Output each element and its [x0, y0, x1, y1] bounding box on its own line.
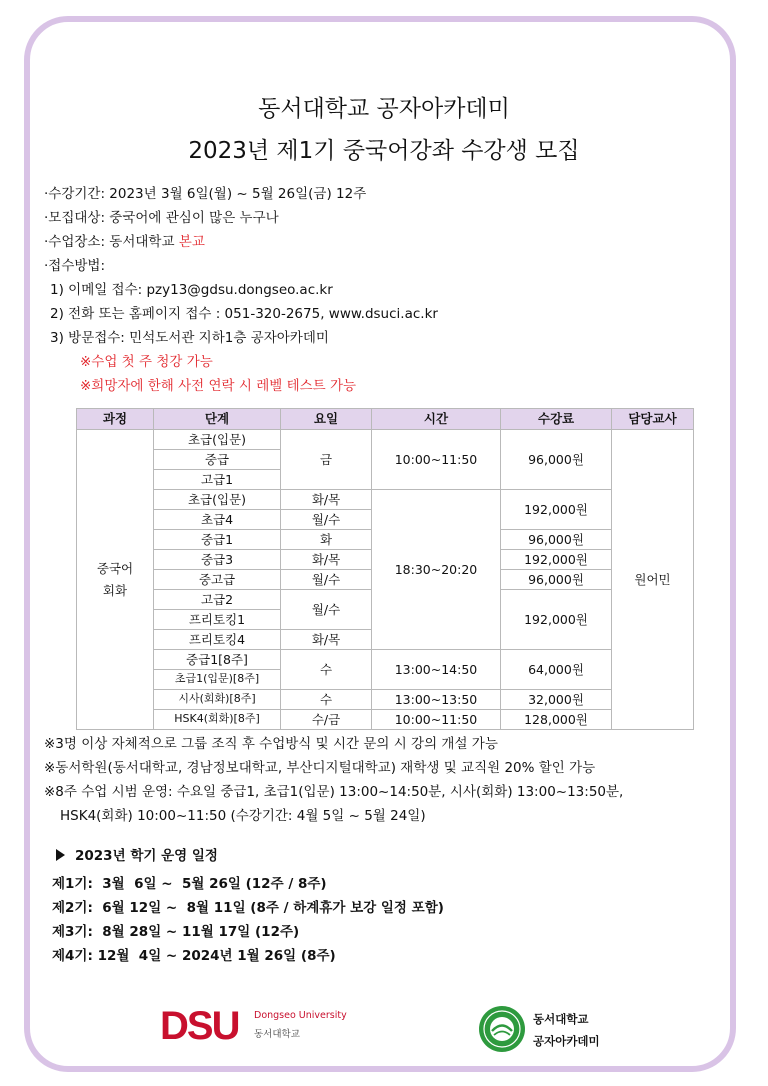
course-info	[44, 182, 724, 398]
fee-cell: 96,000원	[501, 570, 612, 590]
fee-cell: 192,000원	[501, 550, 612, 570]
level-cell: HSK4(회화)[8주]	[154, 710, 281, 730]
info-method: ·접수방법:	[44, 258, 106, 274]
day-cell: 월/수	[281, 510, 372, 530]
info-method-visit: 3) 방문접수: 민석도서관 지하1층 공자아카데미	[50, 330, 329, 346]
level-cell: 고급2	[154, 590, 281, 610]
fee-cell: 64,000원	[501, 650, 612, 690]
fee-cell: 192,000원	[501, 590, 612, 650]
level-cell: 초급4	[154, 510, 281, 530]
fee-cell: 32,000원	[501, 690, 612, 710]
term-4: 제4기: 12월 4일 ~ 2024년 1월 26일 (8주)	[52, 948, 336, 964]
day-cell: 화/목	[281, 630, 372, 650]
page-title-line1: 동서대학교 공자아카데미	[258, 96, 510, 122]
header-teacher: 담당교사	[612, 409, 694, 430]
header-level: 단계	[154, 409, 281, 430]
term-2: 제2기: 6월 12일 ~ 8월 11일 (8주 / 하계휴가 보강 일정 포함)	[52, 900, 444, 916]
header-course: 과정	[77, 409, 154, 430]
course-schedule-table	[76, 408, 694, 730]
page-title-line2: 2023년 제1기 중국어강좌 수강생 모집	[188, 138, 580, 164]
note-8week-trial-cont: HSK4(회화) 10:00~11:50 (수강기간: 4월 5일 ~ 5월 24일)	[60, 808, 426, 824]
day-cell: 수/금	[281, 710, 372, 730]
day-cell: 화/목	[281, 490, 372, 510]
level-cell: 중급	[154, 450, 281, 470]
day-cell: 월/수	[281, 590, 372, 630]
level-cell: 초급1(입문)[8주]	[154, 670, 281, 690]
fee-cell: 96,000원	[501, 530, 612, 550]
info-method-email: 1) 이메일 접수: pzy13@gdsu.dongseo.ac.kr	[50, 282, 333, 298]
fee-cell: 96,000원	[501, 430, 612, 490]
note-discount: ※동서학원(동서대학교, 경남정보대학교, 부산디지털대학교) 재학생 및 교직원 20% 할인 가능	[44, 760, 596, 776]
confucius-institute-logo	[477, 1004, 600, 1054]
level-cell: 중급3	[154, 550, 281, 570]
table-header-row	[77, 409, 694, 430]
table-row	[77, 490, 694, 510]
time-cell: 13:00~14:50	[372, 650, 501, 690]
day-cell: 수	[281, 690, 372, 710]
term-3: 제3기: 8월 28일 ~ 11월 17일 (12주)	[52, 924, 300, 940]
info-place-highlight: 본교	[178, 234, 205, 250]
info-place	[44, 230, 724, 254]
dsu-logo-korean: 동서대학교	[254, 1029, 300, 1040]
level-cell: 중급1	[154, 530, 281, 550]
level-cell: 시사(회화)[8주]	[154, 690, 281, 710]
level-cell: 프리토킹1	[154, 610, 281, 630]
info-target: ·모집대상: 중국어에 관심이 많은 누구나	[44, 210, 279, 226]
fee-cell: 192,000원	[501, 490, 612, 530]
term-1: 제1기: 3월 6일 ~ 5월 26일 (12주 / 8주)	[52, 876, 327, 892]
info-period: ·수강기간: 2023년 3월 6일(월) ~ 5월 26일(금) 12주	[44, 186, 367, 202]
dsu-logo-letters: DSU	[160, 1004, 239, 1048]
dsu-logo-english: Dongseo University	[254, 1010, 347, 1021]
teacher-cell: 원어민	[612, 430, 694, 730]
level-cell: 초급(입문)	[154, 490, 281, 510]
day-cell: 수	[281, 650, 372, 690]
level-cell: 프리토킹4	[154, 630, 281, 650]
time-cell: 18:30~20:20	[372, 490, 501, 650]
day-cell: 화/목	[281, 550, 372, 570]
term-schedule-title: 2023년 학기 운영 일정	[75, 848, 218, 864]
level-cell: 중급1[8주]	[154, 650, 281, 670]
academy-name-line2: 공자아카데미	[533, 1034, 600, 1048]
info-method-phone: 2) 전화 또는 홈페이지 접수 : 051-320-2675, www.dsuci.ac.kr	[50, 306, 438, 322]
time-cell: 10:00~11:50	[372, 710, 501, 730]
header-day: 요일	[281, 409, 372, 430]
table-row	[77, 650, 694, 670]
table-row	[77, 710, 694, 730]
fee-cell: 128,000원	[501, 710, 612, 730]
header-fee: 수강료	[501, 409, 612, 430]
info-note-level-test: ※희망자에 한해 사전 연락 시 레벨 테스트 가능	[80, 378, 357, 394]
time-cell: 13:00~13:50	[372, 690, 501, 710]
info-place-text: ·수업장소: 동서대학교	[44, 234, 179, 250]
header-time: 시간	[372, 409, 501, 430]
confucius-institute-name	[533, 1008, 600, 1052]
table-row	[77, 430, 694, 450]
level-cell: 고급1	[154, 470, 281, 490]
note-group-class: ※3명 이상 자체적으로 그룹 조직 후 수업방식 및 시간 문의 시 강의 개설 가능	[44, 736, 498, 752]
academy-name-line1: 동서대학교	[533, 1012, 589, 1026]
confucius-emblem-icon	[477, 1004, 527, 1054]
info-note-trial: ※수업 첫 주 청강 가능	[80, 354, 213, 370]
note-8week-trial: ※8주 수업 시범 운영: 수요일 중급1, 초급1(입문) 13:00~14:50분, 시사(회화) 13:00~13:50분,	[44, 784, 624, 800]
course-cell: 중국어 회화	[77, 430, 154, 730]
table-row	[77, 690, 694, 710]
term-schedule-heading	[52, 844, 444, 868]
term-schedule	[52, 844, 444, 968]
time-cell: 10:00~11:50	[372, 430, 501, 490]
level-cell: 중고급	[154, 570, 281, 590]
level-cell: 초급(입문)	[154, 430, 281, 450]
triangle-bullet-icon	[56, 849, 65, 861]
day-cell: 화	[281, 530, 372, 550]
day-cell: 월/수	[281, 570, 372, 590]
day-cell: 금	[281, 430, 372, 490]
notes-section	[44, 732, 734, 828]
